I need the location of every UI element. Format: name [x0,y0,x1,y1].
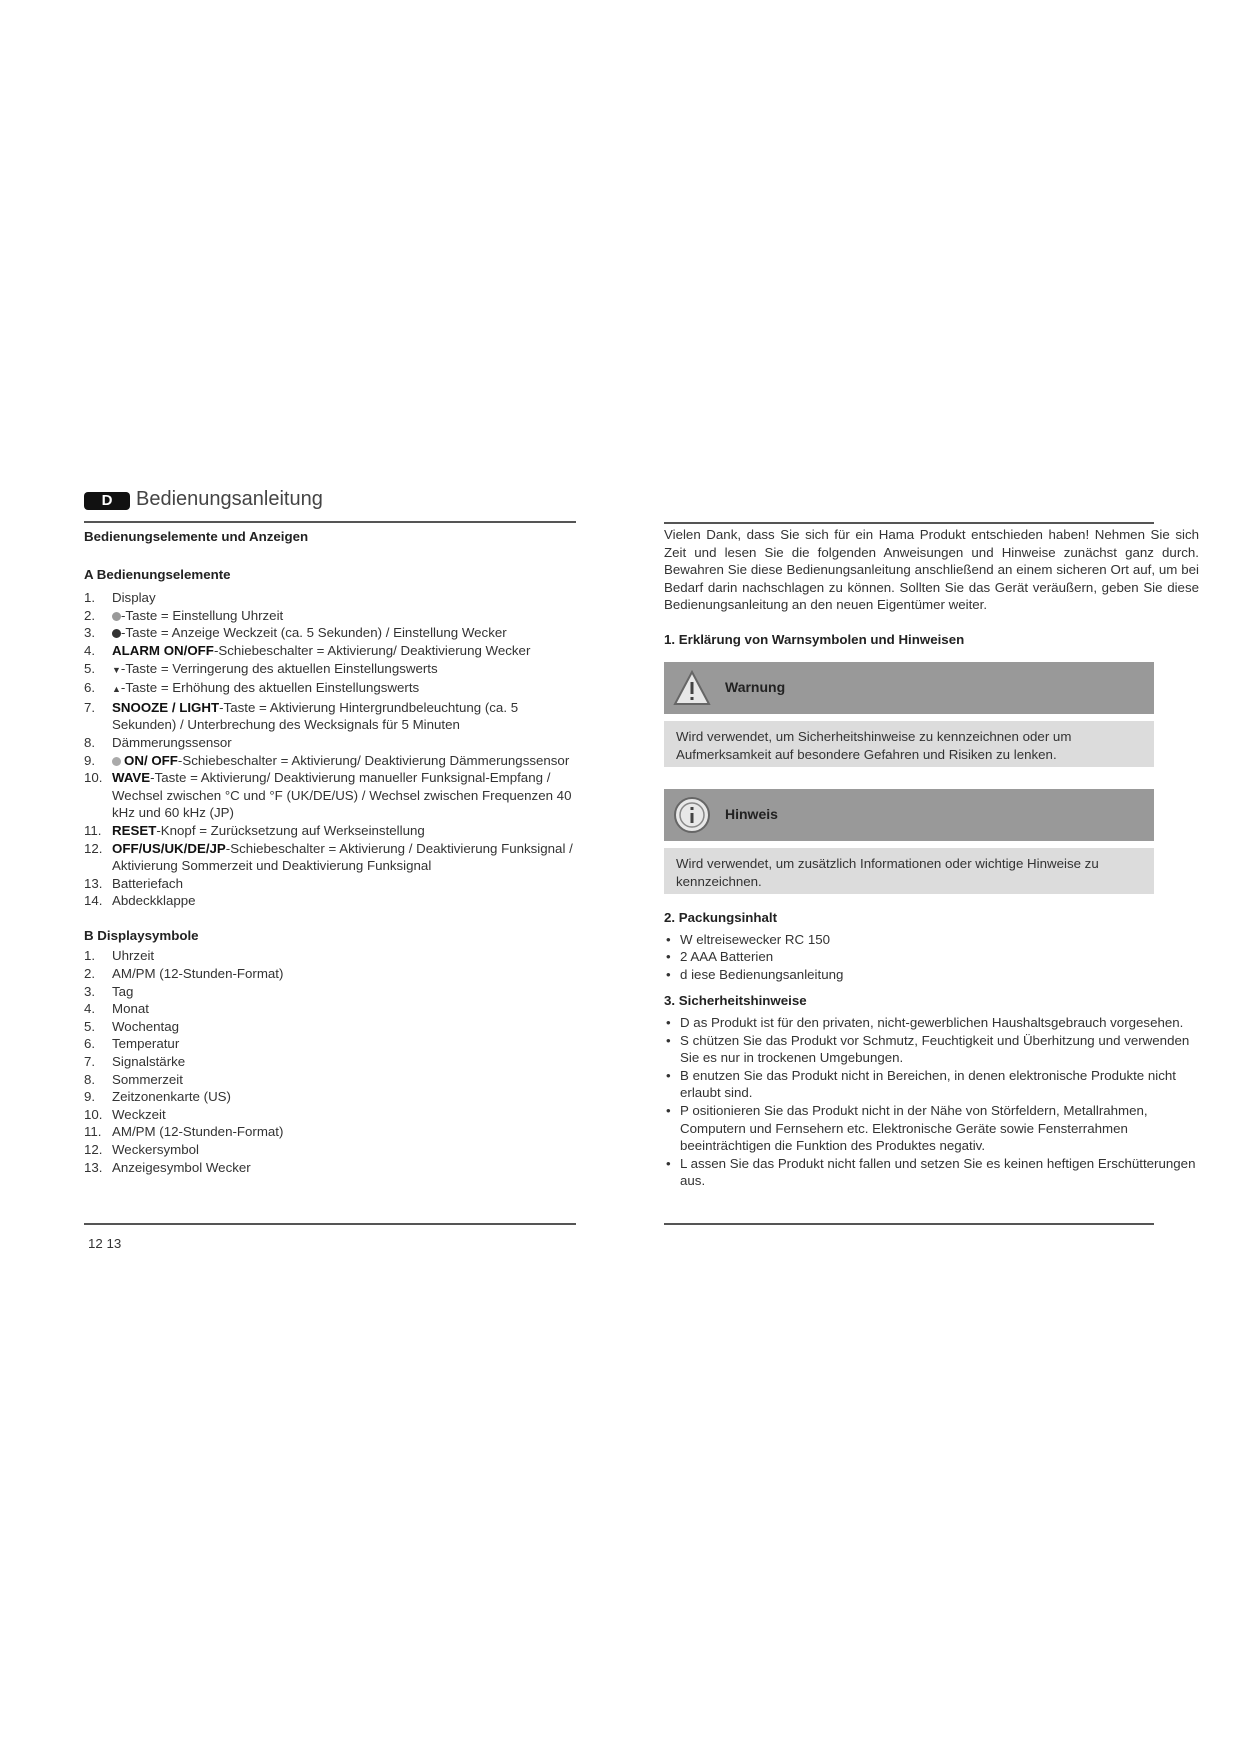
list-item: 9. ON/ OFF-Schiebeschalter = Aktivierung/ Deaktivierung Dämmerungssensor [84,752,570,768]
warning-text: Wird verwendet, um Sicherheitshinweise zu kennzeichnen oder um Aufmerksamkeit auf besondere Gefahren und Risiken zu lenken. [664,721,1154,767]
list-item: 8. Sommerzeit [84,1071,183,1087]
list-item: 2. AM/PM (12-Stunden-Format) [84,966,284,982]
list-item: 14. Abdeckklappe [84,893,196,909]
package-contents-list [664,931,1199,984]
list-item: 7. SNOOZE / LIGHT-Taste = Aktivierung Hintergrundbeleuchtung (ca. 5 Sekunden) / Unterbrechung des Wecksignals für 5 Minuten [84,699,519,733]
intro-paragraph: Vielen Dank, dass Sie sich für ein Hama Produkt entschieden haben! Nehmen Sie sich Zeit und lesen Sie die folgenden Anweisungen und Hinweise zunächst ganz durch. Bewahren Sie diese Bedienungsanleitung anschließend an einem sicheren Ort auf, um bei Bedarf darin nachschlagen zu können. Sollten Sie das Gerät veräußern, geben Sie diese Bedienungsanleitung an den neuen Eigentümer weiter. [664,527,1199,613]
section-3-title: 3. Sicherheitshinweise [664,993,807,1009]
note-text: Wird verwendet, um zusätzlich Informationen oder wichtige Hinweise zu kennzeichnen. [664,848,1154,894]
language-badge: D [84,492,130,510]
section-1-title: 1. Erklärung von Warnsymbolen und Hinweisen [664,631,965,647]
list-item: 11. RESET-Knopf = Zurücksetzung auf Werkseinstellung [84,822,425,838]
list-item: 6. Temperatur [84,1036,180,1052]
list-item: 2. -Taste = Einstellung Uhrzeit [84,607,284,623]
list-item: 8. Dämmerungssensor [84,734,232,750]
list-item: 11. AM/PM (12-Stunden-Format) [84,1124,284,1140]
clock-button-icon [112,612,121,621]
left-column [84,528,576,1176]
note-box [664,789,1154,894]
left-top-rule [84,521,576,523]
subsection-a-title: A Bedienungselemente [84,566,231,582]
list-item: 5. Wochentag [84,1018,180,1034]
list-item: • D as Produkt ist für den privaten, nicht-gewerblichen Haushaltsgebrauch vorgesehen. [664,1014,1199,1032]
subsection-b-title: B Displaysymbole [84,927,199,943]
list-item: • P ositionieren Sie das Produkt nicht in der Nähe von Störfeldern, Metallrahmen, Computern und Fernsehern etc. Elektronische Geräte sowie Fensterrahmen beeinträchtigen die Funktion des Produktes negativ. [664,1102,1199,1155]
document-title: Bedienungsanleitung [136,488,323,510]
list-item: 12. OFF/US/UK/DE/JP-Schiebeschalter = Aktivierung / Deaktivierung Funksignal / Aktivierung Sommerzeit und Deaktivierung Funksignal [84,840,573,874]
list-item: 1. Uhrzeit [84,948,155,964]
list-item: 4. Monat [84,1001,149,1017]
list-item: 1. Display [84,590,156,606]
list-item: 13. Batteriefach [84,875,183,891]
right-bottom-rule [664,1223,1154,1225]
page-numbers: 12 13 [88,1236,122,1251]
list-item: • B enutzen Sie das Produkt nicht in Bereichen, in denen elektronische Produkte nicht erlaubt sind. [664,1067,1199,1102]
alarm-button-icon [112,629,121,638]
right-top-rule [664,522,1154,524]
up-arrow-icon: ▲ [112,684,121,695]
right-column-sections [664,909,1199,1190]
list-item: 12. Weckersymbol [84,1142,199,1157]
warning-box [664,662,1154,767]
warning-title: Warnung [725,679,786,695]
list-item: 6. ▲-Taste = Erhöhung des aktuellen Einstellungswerts [84,680,420,696]
safety-list [664,1014,1199,1190]
list-item: 10. Weckzeit [84,1106,166,1122]
controls-list [84,589,576,910]
down-arrow-icon: ▼ [112,664,121,675]
display-symbols-list [84,947,576,1176]
list-item: 13. Anzeigesymbol Wecker [84,1159,251,1175]
warning-box-header [664,662,1154,714]
list-item: • 2 AAA Batterien [664,948,1199,966]
list-item: 7. Signalstärke [84,1054,186,1070]
note-box-header [664,789,1154,841]
list-item: 4. ALARM ON/OFF-Schiebeschalter = Aktivierung/ Deaktivierung Wecker [84,642,531,658]
list-item: 3. -Taste = Anzeige Weckzeit (ca. 5 Sekunden) / Einstellung Wecker [84,625,507,641]
sun-icon [112,757,121,766]
warning-triangle-icon [672,669,712,707]
page-header [84,488,576,520]
list-item: 5. ▼-Taste = Verringerung des aktuellen Einstellungswerts [84,660,438,676]
info-icon [672,795,712,835]
list-item: • L assen Sie das Produkt nicht fallen und setzen Sie es keinen heftigen Erschütterungen aus. [664,1155,1199,1190]
list-item: 9. Zeitzonenkarte (US) [84,1089,231,1105]
section-2-title: 2. Packungsinhalt [664,910,778,925]
list-item: 3. Tag [84,983,134,999]
right-column-intro [664,526,1199,649]
note-title: Hinweis [725,806,778,822]
list-item: • S chützen Sie das Produkt vor Schmutz, Feuchtigkeit und Überhitzung und verwenden Sie es nur in trockenen Umgebungen. [664,1032,1199,1067]
list-item: • d iese Bedienungsanleitung [664,966,1199,984]
list-item: • W eltreisewecker RC 150 [664,931,1199,949]
list-item: 10. WAVE-Taste = Aktivierung/ Deaktivierung manueller Funksignal-Empfang / Wechsel zwischen °C und °F (UK/DE/US) / Wechsel zwischen Frequenzen 40 kHz und 60 kHz (JP) [84,770,572,821]
section-title: Bedienungselemente und Anzeigen [84,529,309,544]
left-bottom-rule [84,1223,576,1225]
